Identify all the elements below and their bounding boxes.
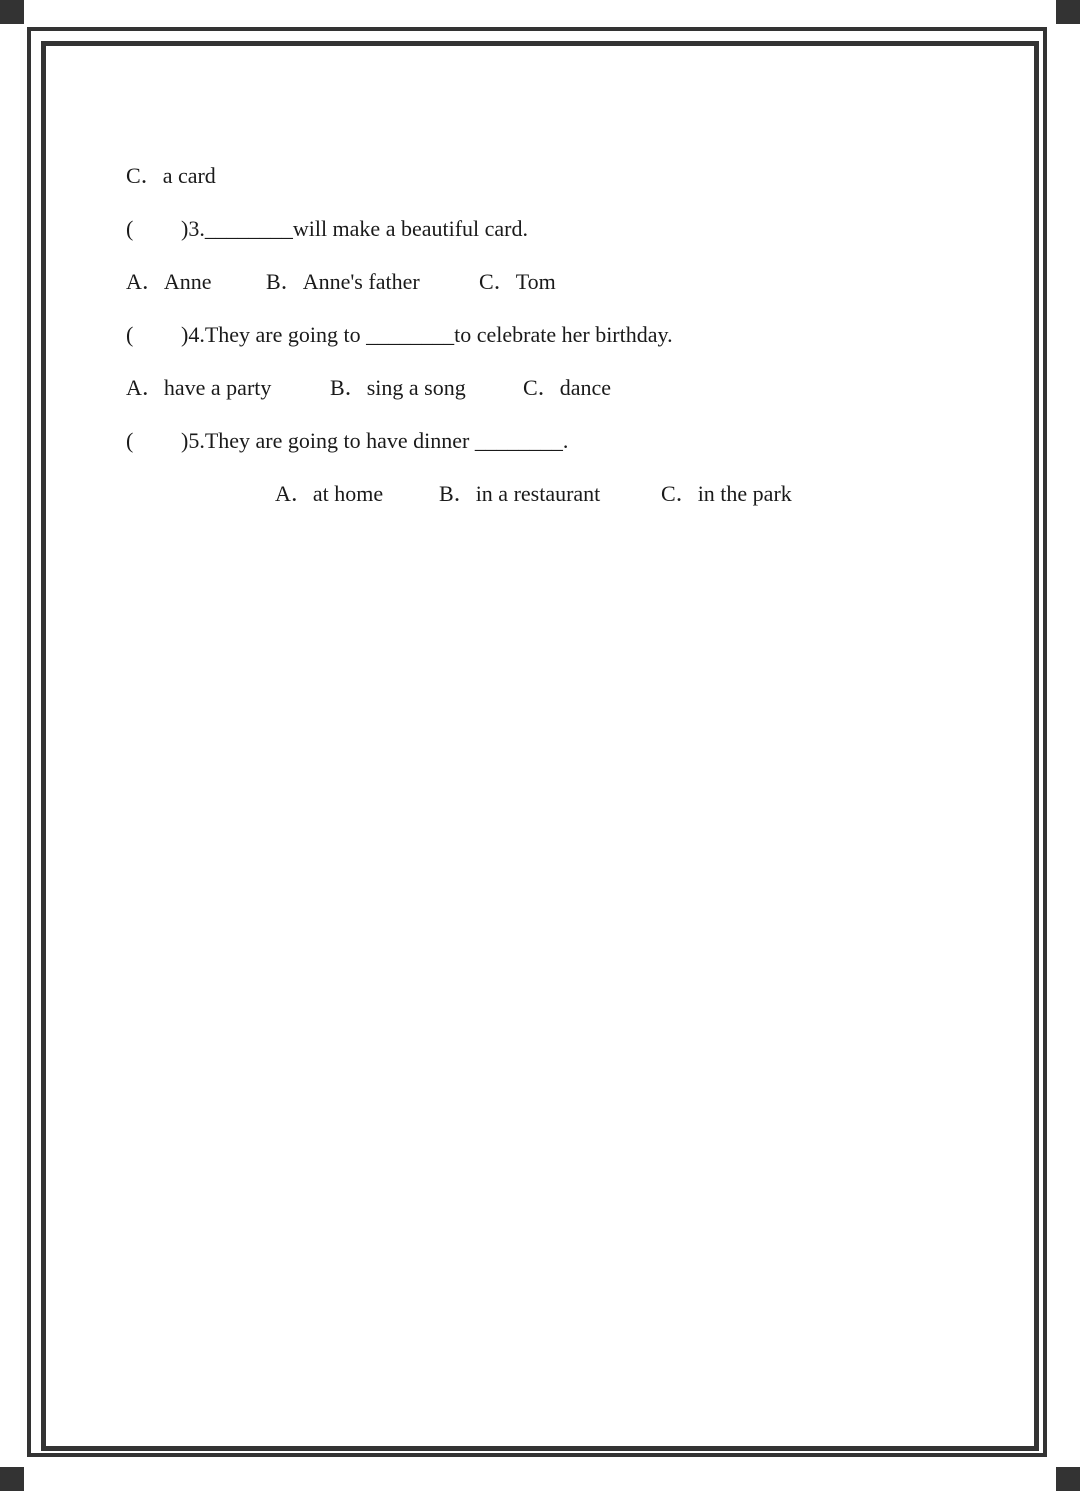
option-text: Tom [515,269,556,294]
question-text: 4.They are going to ________to celebrate her birthday. [188,322,673,347]
answer-paren-close: )3.________will make a beautiful card. [181,216,529,241]
corner-mark-top-right [1056,0,1080,24]
option-letter: B． [439,481,476,506]
option-text: Anne [163,269,212,294]
options-row [126,158,946,211]
option-a [126,264,212,300]
question-5 [126,423,946,476]
option-letter: B． [330,375,367,400]
question-3 [126,211,946,264]
option-b [439,476,600,512]
answer-paren-close: )5.They are going to have dinner ________. [181,428,569,453]
question-text: 3.________will make a beautiful card. [188,216,529,241]
corner-mark-bottom-left [0,1467,24,1491]
option-text: Anne's father [302,269,420,294]
option-text: dance [559,375,611,400]
option-letter: C． [479,269,516,294]
option-c [523,370,611,406]
option-text: a card [162,163,216,188]
corner-mark-top-left [0,0,24,24]
options-row [126,370,946,423]
answer-paren-open: ( [126,428,134,453]
answer-paren-open: ( [126,216,134,241]
option-b [266,264,420,300]
option-letter: A． [275,481,313,506]
option-letter: B． [266,269,303,294]
answer-paren-close: )4.They are going to ________to celebrate her birthday. [181,322,673,347]
option-c [479,264,556,300]
option-text: at home [312,481,384,506]
option-b [330,370,466,406]
options-row [126,264,946,317]
option-text: in a restaurant [475,481,601,506]
option-text: have a party [163,375,272,400]
options-row [126,476,946,529]
option-c [661,476,792,512]
question-text: 5.They are going to have dinner ________. [188,428,569,453]
question-4 [126,317,946,370]
option-letter: C． [126,163,163,188]
option-letter: C． [523,375,560,400]
option-a [275,476,383,512]
worksheet-content [126,158,946,529]
corner-mark-bottom-right [1056,1467,1080,1491]
option-letter: A． [126,375,164,400]
option-text: sing a song [366,375,466,400]
option-letter: A． [126,269,164,294]
option-letter: C． [661,481,698,506]
answer-paren-open: ( [126,322,134,347]
option-text: in the park [697,481,792,506]
option-c [126,158,216,194]
option-a [126,370,271,406]
